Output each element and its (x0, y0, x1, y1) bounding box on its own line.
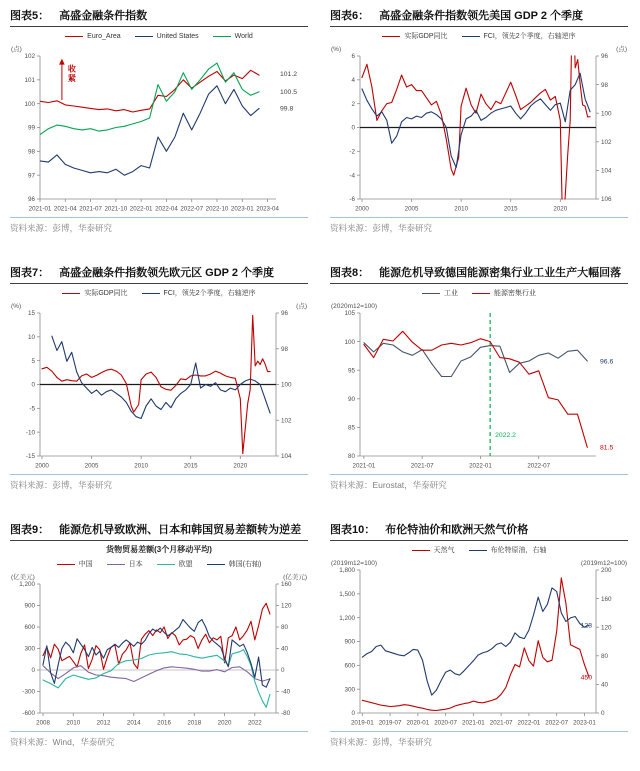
svg-text:160: 160 (281, 581, 292, 589)
svg-text:2018: 2018 (187, 719, 202, 727)
panel-fig7 (0, 257, 320, 514)
svg-text:200: 200 (601, 567, 612, 575)
svg-text:101: 101 (24, 77, 35, 85)
svg-text:-300: -300 (22, 688, 35, 696)
figure-label: 图表9： (10, 524, 50, 536)
svg-text:2014: 2014 (126, 719, 141, 727)
chart-oil-gas-price (330, 557, 628, 729)
left-axis-unit-label: (%) (331, 46, 342, 53)
svg-text:900: 900 (24, 602, 35, 610)
series-line-工业 (364, 343, 587, 377)
legend-item (462, 31, 576, 41)
figure-header (10, 7, 308, 27)
svg-text:0: 0 (281, 667, 285, 675)
source-note: 资料来源：彭博，华泰研究 (10, 223, 113, 233)
svg-text:2022-01: 2022-01 (129, 205, 153, 213)
svg-text:2021-07: 2021-07 (79, 205, 102, 213)
figure-label: 图表8： (330, 267, 370, 279)
svg-text:96: 96 (601, 53, 609, 61)
right-axis-unit-label: (点) (616, 46, 627, 53)
svg-text:2021-01: 2021-01 (352, 462, 376, 470)
figure-header (330, 264, 628, 284)
axes (360, 313, 596, 456)
legend-item (135, 33, 199, 40)
svg-text:100: 100 (281, 381, 292, 389)
data-label: 100.5 (280, 89, 298, 97)
legend-item (472, 288, 536, 298)
svg-text:100: 100 (24, 100, 35, 108)
data-label: 96.6 (600, 358, 614, 366)
legend-item (157, 559, 193, 569)
left-axis-unit-label: (点) (11, 46, 22, 53)
chart-legend (10, 558, 308, 570)
legend-label: 实际GDP同比 (404, 33, 448, 40)
svg-text:-4: -4 (349, 172, 355, 180)
svg-text:-5: -5 (29, 405, 35, 413)
svg-text:4: 4 (351, 77, 355, 85)
y-axis-left (339, 567, 360, 717)
tighten-annotation (59, 59, 77, 101)
svg-text:-40: -40 (281, 688, 291, 696)
series-line-欧盟 (43, 650, 270, 708)
figure-header (10, 264, 308, 284)
series-line-FCI，领先2个季度，右轴逆序 (52, 336, 270, 418)
chart-legend (330, 30, 628, 42)
series-line-United States (40, 86, 259, 175)
svg-text:2020-01: 2020-01 (406, 719, 430, 727)
svg-text:2022-07: 2022-07 (545, 719, 569, 727)
legend-label: 实际GDP同比 (84, 290, 128, 297)
svg-text:1,200: 1,200 (339, 614, 355, 622)
svg-text:2021-04: 2021-04 (53, 205, 77, 213)
chart-trade-balance (10, 571, 308, 729)
legend-item (469, 545, 547, 555)
svg-text:2000: 2000 (35, 462, 49, 470)
svg-text:80: 80 (601, 653, 609, 660)
svg-text:2023-04: 2023-04 (256, 205, 279, 213)
y-axis-right (596, 567, 612, 717)
svg-text:96: 96 (27, 196, 35, 204)
series-group (364, 331, 587, 447)
figure-title: 能源危机导致欧洲、日本和韩国贸易差额转为逆差 (59, 524, 302, 536)
svg-text:300: 300 (24, 645, 35, 653)
svg-text:-6: -6 (349, 196, 355, 204)
svg-text:104: 104 (601, 167, 612, 175)
figure-title: 布伦特油价和欧洲天然气价格 (385, 524, 529, 536)
right-axis-unit-label: (亿美元) (283, 574, 307, 581)
y-axis-right (596, 53, 612, 203)
svg-text:2020: 2020 (233, 462, 248, 470)
svg-text:-15: -15 (25, 453, 35, 461)
svg-text:99: 99 (27, 124, 35, 132)
data-label: 81.5 (600, 444, 614, 452)
figure-title: 高盛金融条件指数 (59, 10, 148, 22)
chart-fci-us-gdp (330, 43, 628, 215)
svg-text:2021-07: 2021-07 (489, 719, 513, 727)
data-label: 99.8 (280, 105, 294, 113)
legend-label: 日本 (128, 561, 143, 568)
legend-swatch (422, 293, 440, 294)
svg-text:-10: -10 (25, 429, 35, 437)
legend-swatch (472, 293, 490, 294)
figure-title: 高盛金融条件指数领先欧元区 GDP 2 个季度 (59, 267, 275, 279)
x-axis (353, 456, 551, 470)
svg-text:2021-07: 2021-07 (410, 462, 434, 470)
legend-item (57, 559, 93, 569)
series-group (362, 43, 590, 215)
svg-text:80: 80 (347, 453, 355, 461)
svg-text:85: 85 (347, 424, 355, 432)
figure-title: 高盛金融条件指数领先美国 GDP 2 个季度 (379, 10, 584, 22)
legend-swatch (462, 36, 480, 37)
left-axis-unit-label: (2019m12=100) (331, 560, 378, 567)
panel-fig5 (0, 0, 320, 257)
svg-text:2021-10: 2021-10 (104, 205, 128, 213)
svg-text:2022-01: 2022-01 (469, 462, 492, 470)
svg-text:6: 6 (351, 53, 355, 61)
legend-swatch (207, 564, 225, 565)
svg-text:90: 90 (347, 396, 355, 403)
svg-text:0: 0 (351, 710, 355, 718)
y-axis-left (24, 53, 40, 203)
legend-swatch (57, 564, 75, 565)
svg-text:15: 15 (27, 310, 35, 318)
legend-swatch (412, 550, 430, 551)
legend-item (142, 288, 256, 298)
legend-label: 欧盟 (178, 561, 193, 568)
chart-legend (330, 544, 628, 556)
svg-text:1,500: 1,500 (339, 591, 355, 599)
legend-item (422, 288, 458, 298)
svg-text:2019-01: 2019-01 (350, 719, 374, 727)
svg-text:120: 120 (281, 602, 292, 610)
svg-text:1,200: 1,200 (19, 581, 35, 589)
svg-text:100: 100 (601, 110, 612, 118)
source-note: 资料来源：Wind，华泰研究 (10, 737, 115, 747)
figure-label: 图表7： (10, 267, 50, 279)
svg-text:2023-01: 2023-01 (573, 719, 596, 727)
legend-label: World (234, 32, 253, 40)
right-axis-unit-label: (点) (296, 303, 307, 310)
legend-swatch (213, 36, 231, 37)
svg-text:1,800: 1,800 (339, 567, 355, 575)
source-note: 资料来源：彭博，华泰研究 (330, 223, 433, 233)
svg-text:2021-01: 2021-01 (28, 205, 52, 213)
svg-text:2010: 2010 (454, 205, 469, 213)
annotation-text: 收紧 (67, 64, 76, 84)
series-line-日本 (43, 666, 270, 682)
legend-label: United States (156, 32, 199, 40)
legend-swatch (469, 550, 487, 551)
svg-text:98: 98 (281, 345, 289, 353)
svg-text:2016: 2016 (157, 719, 171, 727)
legend-label: FCI，领先2个季度，右轴逆序 (163, 290, 256, 297)
svg-text:10: 10 (27, 334, 35, 342)
chart-german-ip (330, 300, 628, 472)
svg-text:2022-07: 2022-07 (527, 462, 551, 470)
x-axis (35, 456, 248, 470)
legend-label: 天然气 (433, 547, 455, 554)
series-line-中国 (43, 603, 270, 669)
legend-item (207, 559, 262, 569)
event-marker-label: 2022.2 (495, 432, 516, 440)
legend-label: 布伦特原油，右轴 (490, 547, 547, 554)
figure-header (330, 521, 628, 541)
series-line-天然气 (362, 578, 589, 711)
svg-text:0: 0 (601, 710, 605, 718)
svg-text:600: 600 (24, 624, 35, 632)
svg-text:2005: 2005 (404, 205, 419, 213)
svg-text:0: 0 (351, 124, 355, 132)
svg-text:102: 102 (601, 139, 612, 146)
y-axis-right (276, 581, 292, 717)
svg-text:106: 106 (601, 196, 612, 204)
svg-text:2005: 2005 (84, 462, 99, 470)
legend-item (213, 33, 253, 40)
legend-swatch (382, 36, 400, 37)
legend-item (107, 559, 143, 569)
legend-swatch (107, 564, 125, 565)
svg-text:5: 5 (31, 357, 35, 365)
svg-text:-600: -600 (22, 710, 35, 718)
svg-text:2020: 2020 (217, 719, 232, 727)
svg-text:2008: 2008 (36, 719, 50, 727)
series-line-实际GDP同比 (362, 43, 590, 215)
axes (40, 584, 276, 713)
legend-item (382, 31, 447, 41)
svg-text:2022-07: 2022-07 (180, 205, 204, 213)
y-axis-left (26, 310, 40, 460)
legend-swatch (65, 36, 83, 37)
y-axis-left (19, 581, 40, 717)
svg-text:102: 102 (281, 417, 292, 425)
legend-swatch (142, 293, 160, 294)
legend-item (65, 33, 120, 40)
legend-swatch (157, 564, 175, 565)
source-note: 资料来源：彭博，华泰研究 (330, 737, 433, 747)
svg-text:2020-07: 2020-07 (434, 719, 457, 727)
chart-legend (10, 287, 308, 299)
figure-header (330, 7, 628, 27)
svg-text:2019-07: 2019-07 (378, 719, 402, 727)
svg-text:104: 104 (281, 453, 292, 461)
figure-label: 图表6： (330, 10, 370, 22)
svg-text:900: 900 (344, 638, 355, 646)
svg-text:2012: 2012 (96, 719, 111, 727)
svg-text:160: 160 (601, 595, 612, 603)
svg-text:2: 2 (351, 100, 355, 108)
svg-text:40: 40 (601, 681, 609, 689)
svg-text:98: 98 (601, 81, 609, 89)
svg-text:0: 0 (31, 381, 35, 389)
chart-subtitle: 货物贸易差额(3个月移动平均) (106, 545, 212, 554)
figure-header (10, 521, 308, 541)
y-axis-right (276, 310, 292, 460)
legend-label: Euro_Area (87, 32, 121, 40)
figure-title: 能源危机导致德国能源密集行业工业生产大幅回落 (379, 267, 622, 279)
svg-text:-80: -80 (281, 710, 291, 718)
svg-text:2022-01: 2022-01 (517, 719, 541, 727)
svg-text:95: 95 (347, 367, 355, 375)
x-axis (351, 713, 596, 727)
x-axis (36, 713, 262, 727)
x-axis (29, 199, 280, 213)
svg-text:2023-01: 2023-01 (230, 205, 254, 213)
svg-text:2015: 2015 (183, 462, 198, 470)
svg-text:2015: 2015 (503, 205, 518, 213)
data-label: 450 (580, 674, 592, 682)
svg-text:40: 40 (281, 645, 289, 653)
svg-text:2022: 2022 (247, 719, 262, 727)
y-axis-left (344, 310, 360, 460)
legend-item (62, 288, 127, 298)
svg-text:2020: 2020 (553, 205, 568, 213)
svg-text:80: 80 (281, 624, 289, 632)
panel-fig8 (320, 257, 640, 514)
svg-text:102: 102 (24, 53, 35, 61)
legend-label: 工业 (444, 290, 458, 297)
source-note: 资料来源：彭博，华泰研究 (10, 480, 113, 490)
legend-item (412, 545, 455, 555)
chart-gs-fci (10, 43, 308, 215)
legend-swatch (62, 293, 80, 294)
svg-text:2022-04: 2022-04 (155, 205, 178, 213)
svg-text:2000: 2000 (355, 205, 369, 213)
data-label: 101.2 (280, 71, 298, 79)
left-axis-unit-label: (2020m12=100) (331, 303, 378, 310)
chart-legend (330, 287, 628, 299)
panel-fig9 (0, 514, 320, 771)
legend-label: 能源密集行业 (494, 290, 536, 297)
y-axis-left (349, 53, 360, 203)
svg-text:2021-01: 2021-01 (462, 719, 485, 727)
panel-fig6 (320, 0, 640, 257)
chart-legend (10, 30, 308, 42)
svg-text:300: 300 (344, 686, 355, 694)
figure-label: 图表10： (330, 524, 376, 536)
right-axis-unit-label: (2019m12=100) (580, 560, 627, 567)
svg-text:105: 105 (344, 310, 355, 318)
data-label: 123 (580, 622, 592, 630)
svg-text:120: 120 (601, 624, 612, 632)
svg-text:2010: 2010 (66, 719, 81, 727)
legend-label: 韩国(右轴) (228, 561, 262, 568)
source-note: 资料来源：Eurostat，华泰研究 (330, 480, 447, 490)
svg-text:2010: 2010 (134, 462, 149, 470)
figure-label: 图表5： (10, 10, 50, 22)
legend-label: 中国 (78, 561, 93, 568)
svg-text:96: 96 (281, 310, 289, 318)
svg-text:2022-10: 2022-10 (205, 205, 229, 213)
panel-fig10 (320, 514, 640, 771)
svg-text:98: 98 (27, 148, 35, 156)
left-axis-unit-label: (%) (11, 303, 22, 310)
svg-text:100: 100 (344, 338, 355, 346)
left-axis-unit-label: (亿美元) (11, 574, 35, 581)
chart-fci-ez-gdp (10, 300, 308, 472)
series-group (43, 603, 270, 707)
svg-text:600: 600 (344, 662, 355, 670)
svg-text:97: 97 (27, 172, 35, 180)
legend-swatch (135, 36, 153, 37)
x-axis (355, 199, 568, 213)
series-line-FCI，领先2个季度，右轴逆序 (362, 73, 590, 167)
series-group (362, 578, 589, 711)
legend-label: FCI，领先2个季度，右轴逆序 (483, 33, 576, 40)
svg-text:-2: -2 (349, 148, 355, 156)
arrow-up-icon (59, 59, 65, 65)
svg-text:0: 0 (31, 667, 35, 675)
